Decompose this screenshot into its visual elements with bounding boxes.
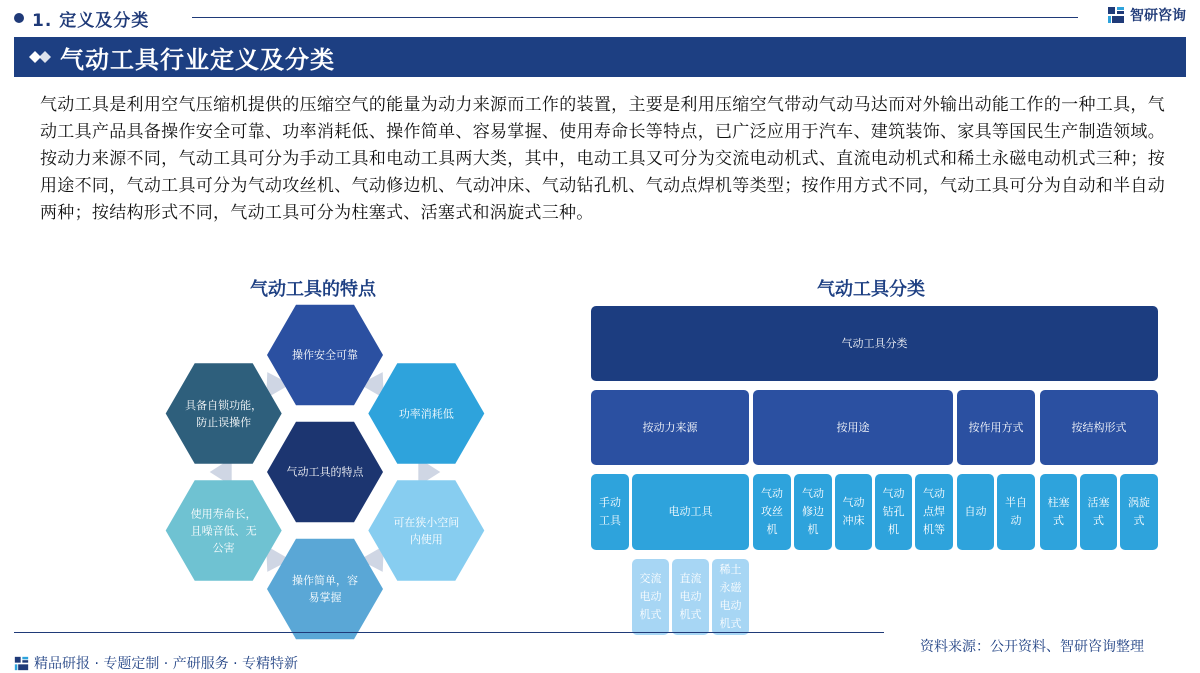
hex-easy-operation-label: 操作简单，容 易掌握 bbox=[292, 574, 358, 604]
leaf-drilling-machine: 气动 钻孔 机 bbox=[875, 474, 912, 550]
intro-paragraph: 气动工具是利用空气压缩机提供的压缩空气的能量为动力来源而工作的装置，主要是利用压缩空气带动气动马达而对外输出动能工作的一种工具，气动工具产品具备操作安全可靠、功率消耗低、操作简单、容易掌握、使用寿命长等特点，已广泛应用于汽车、建筑装饰、家具等国民生产制造领域。按动力来源不同，气动工具可分为手动工具和电动工具两大类，其中，电动工具又可分为交流电动机式、直流电动机式和稀土永磁电动机式三种；按用途不同，气动工具可分为气动攻丝机、气动修边机、气动冲床、气动钻孔机、气动点焊机等类型；按作用方式不同，气动工具可分为自动和半自动两种；按结构形式不同，气动工具可分为柱塞式、活塞式和涡旋式三种。 bbox=[40, 95, 1165, 223]
section-header bbox=[14, 6, 149, 30]
page-title: 气动工具行业定义及分类 bbox=[60, 45, 335, 74]
hex-center-label: 气动工具的特点 bbox=[286, 465, 364, 479]
title-banner bbox=[14, 37, 1186, 77]
footer-logo-icon bbox=[14, 656, 29, 671]
section-title: 1. 定义及分类 bbox=[32, 10, 150, 31]
header-divider bbox=[192, 17, 1078, 18]
leaf-automatic: 自动 bbox=[957, 474, 994, 550]
hex-safe-reliable-label: 操作安全可靠 bbox=[292, 348, 358, 362]
leaf-punch: 气动 冲床 bbox=[835, 474, 872, 550]
bullet-dot-icon bbox=[14, 13, 24, 23]
leaf-electric-tool: 电动工具 bbox=[632, 474, 749, 550]
leaf-plunger: 柱塞 式 bbox=[1040, 474, 1077, 550]
leaf-scroll: 涡旋 式 bbox=[1120, 474, 1158, 550]
leaf-trimming-machine: 气动 修边 机 bbox=[794, 474, 832, 550]
leaf-piston: 活塞 式 bbox=[1080, 474, 1117, 550]
footer-slogan: 精品研报 · 专题定制 · 产研服务 · 专精特新 bbox=[34, 656, 299, 672]
leaf-semi-automatic: 半自 动 bbox=[997, 474, 1035, 550]
hex-low-power-label: 功率消耗低 bbox=[398, 407, 454, 420]
subleaf-rare-earth-motor: 稀土 永磁 电动 机式 bbox=[712, 559, 749, 635]
hex-self-lock-label: 具备自锁功能， 防止误操作 bbox=[185, 398, 263, 429]
leaf-tapping-machine: 气动 攻丝 机 bbox=[753, 474, 791, 550]
classification-title: 气动工具分类 bbox=[817, 279, 925, 300]
category-power-source: 按动力来源 bbox=[591, 390, 749, 465]
leaf-spot-welder: 气动 点焊 机等 bbox=[915, 474, 953, 550]
leaf-manual-tool: 手动 工具 bbox=[591, 474, 629, 550]
diamond-icon bbox=[20, 37, 60, 77]
subleaf-dc-motor: 直流 电动 机式 bbox=[672, 559, 709, 635]
class-root-box: 气动工具分类 bbox=[591, 306, 1158, 381]
category-usage: 按用途 bbox=[753, 390, 953, 465]
category-structure: 按结构形式 bbox=[1040, 390, 1158, 465]
hex-tight-space-label: 可在狭小空间 内使用 bbox=[393, 515, 460, 546]
footer-bar bbox=[14, 653, 298, 673]
brand-logo bbox=[1107, 5, 1186, 25]
subleaf-ac-motor: 交流 电动 机式 bbox=[632, 559, 669, 635]
footer-divider bbox=[14, 632, 884, 633]
hex-long-life-label: 使用寿命长， 且噪音低、无 公害 bbox=[190, 507, 257, 554]
brand-name: 智研咨询 bbox=[1130, 8, 1186, 24]
features-title: 气动工具的特点 bbox=[250, 279, 376, 300]
brand-logo-icon bbox=[1107, 6, 1125, 24]
data-source: 资料来源：公开资料、智研咨询整理 bbox=[920, 639, 1144, 655]
category-action-mode: 按作用方式 bbox=[957, 390, 1035, 465]
